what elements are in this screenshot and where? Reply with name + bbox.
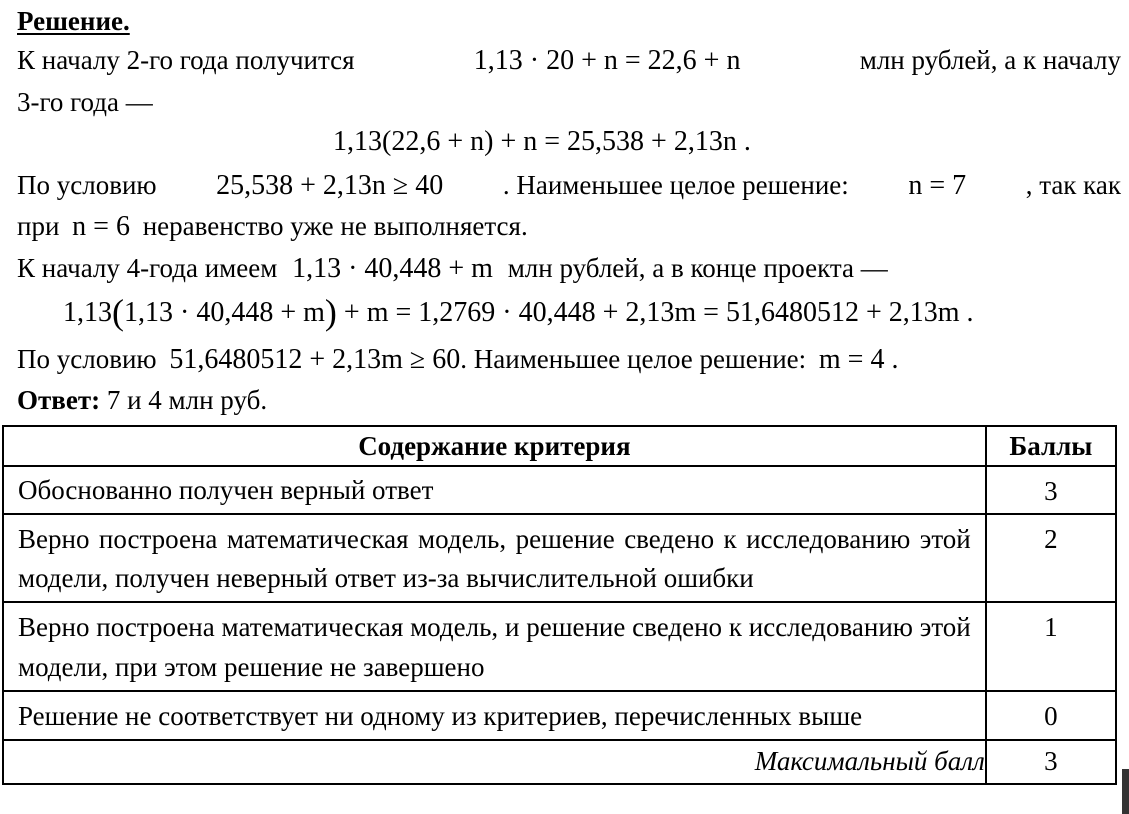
solution-paragraph-4 xyxy=(17,213,528,241)
formula-2-left: 1,13 xyxy=(63,297,112,328)
answer-label: Ответ: xyxy=(17,385,101,415)
p1-text-1: К началу 2-го года получится xyxy=(17,45,355,75)
table-row xyxy=(3,514,1116,602)
solution-paragraph-3 xyxy=(17,172,1121,200)
formula-1: 1,13(22,6 + n) + n = 25,538 + 2,13n . xyxy=(333,126,751,157)
criterion-text: Решение не соответствует ни одному из критериев, перечисленных выше xyxy=(18,700,863,731)
max-score-label: Максимальный балл xyxy=(3,740,986,784)
criterion-text: Обоснованно получен верный ответ xyxy=(18,475,434,505)
header-content: Содержание критерия xyxy=(3,426,986,466)
p6-inequality: 51,6480512 + 2,13m ≥ 60 xyxy=(169,344,461,375)
solution-paragraph-6 xyxy=(17,346,898,374)
p1-text-2: млн рублей, а к началу xyxy=(859,45,1121,75)
p4-text-2: неравенство уже не выполняется. xyxy=(142,211,528,241)
criterion-points: 1 xyxy=(1044,612,1058,643)
table-row xyxy=(3,466,1116,514)
p3-text-1: По условию xyxy=(17,170,157,200)
answer-text: 7 и 4 млн руб. xyxy=(106,385,268,415)
criterion-points: 0 xyxy=(1044,700,1058,731)
solution-paragraph-5 xyxy=(17,255,888,283)
criteria-header-row xyxy=(3,426,1116,466)
solution-heading: Решение. xyxy=(17,6,130,36)
p5-text-1: К началу 4-года имеем xyxy=(17,253,278,283)
answer-line xyxy=(17,387,267,414)
formula-2-open-paren: ( xyxy=(112,292,124,332)
criterion-text: Верно построена математическая модель, решение сведено к исследованию этой модели, получен неверный ответ из-за вычислительной ошибки xyxy=(18,524,971,594)
p3-text-2: . Наименьшее целое решение: xyxy=(502,170,849,200)
p3-text-3: , так как xyxy=(1025,170,1121,200)
p6-text-1: По условию xyxy=(17,344,157,374)
formula-2-right: + m = 1,2769 · 40,448 + 2,13m = 51,6480512 + 2,13m . xyxy=(343,297,974,328)
max-score-points: 3 xyxy=(986,740,1116,784)
edge-scan-mark xyxy=(1122,769,1129,814)
p4-expression: n = 6 xyxy=(72,211,130,242)
criterion-points: 2 xyxy=(1044,524,1058,555)
criterion-text: Верно построена математическая модель, и решение сведено к исследованию этой модели, при этом решение не завершено xyxy=(18,612,971,682)
header-points: Баллы xyxy=(986,426,1116,466)
solution-paragraph-1 xyxy=(17,47,1121,75)
criteria-table xyxy=(2,425,1117,785)
p6-solution-m: m = 4 . xyxy=(818,344,899,375)
table-row xyxy=(3,602,1116,690)
formula-2 xyxy=(63,292,974,332)
p6-text-2: . Наименьшее целое решение: xyxy=(460,344,807,374)
formula-2-close-paren: ) xyxy=(324,292,337,332)
criterion-points: 3 xyxy=(1044,476,1058,506)
p5-text-2: млн рублей, а в конце проекта — xyxy=(507,253,888,283)
p4-text-1: при xyxy=(17,211,60,241)
solution-paragraph-2: 3-го года — xyxy=(17,87,153,117)
p3-solution-n: n = 7 xyxy=(908,170,967,201)
table-row xyxy=(3,691,1116,740)
formula-2-inner: 1,13 · 40,448 + m xyxy=(124,297,325,328)
p3-inequality: 25,538 + 2,13n ≥ 40 xyxy=(216,170,444,201)
p5-expression: 1,13 · 40,448 + m xyxy=(292,253,493,284)
p1-expression: 1,13 · 20 + n = 22,6 + n xyxy=(473,45,741,76)
max-score-row xyxy=(3,740,1116,784)
